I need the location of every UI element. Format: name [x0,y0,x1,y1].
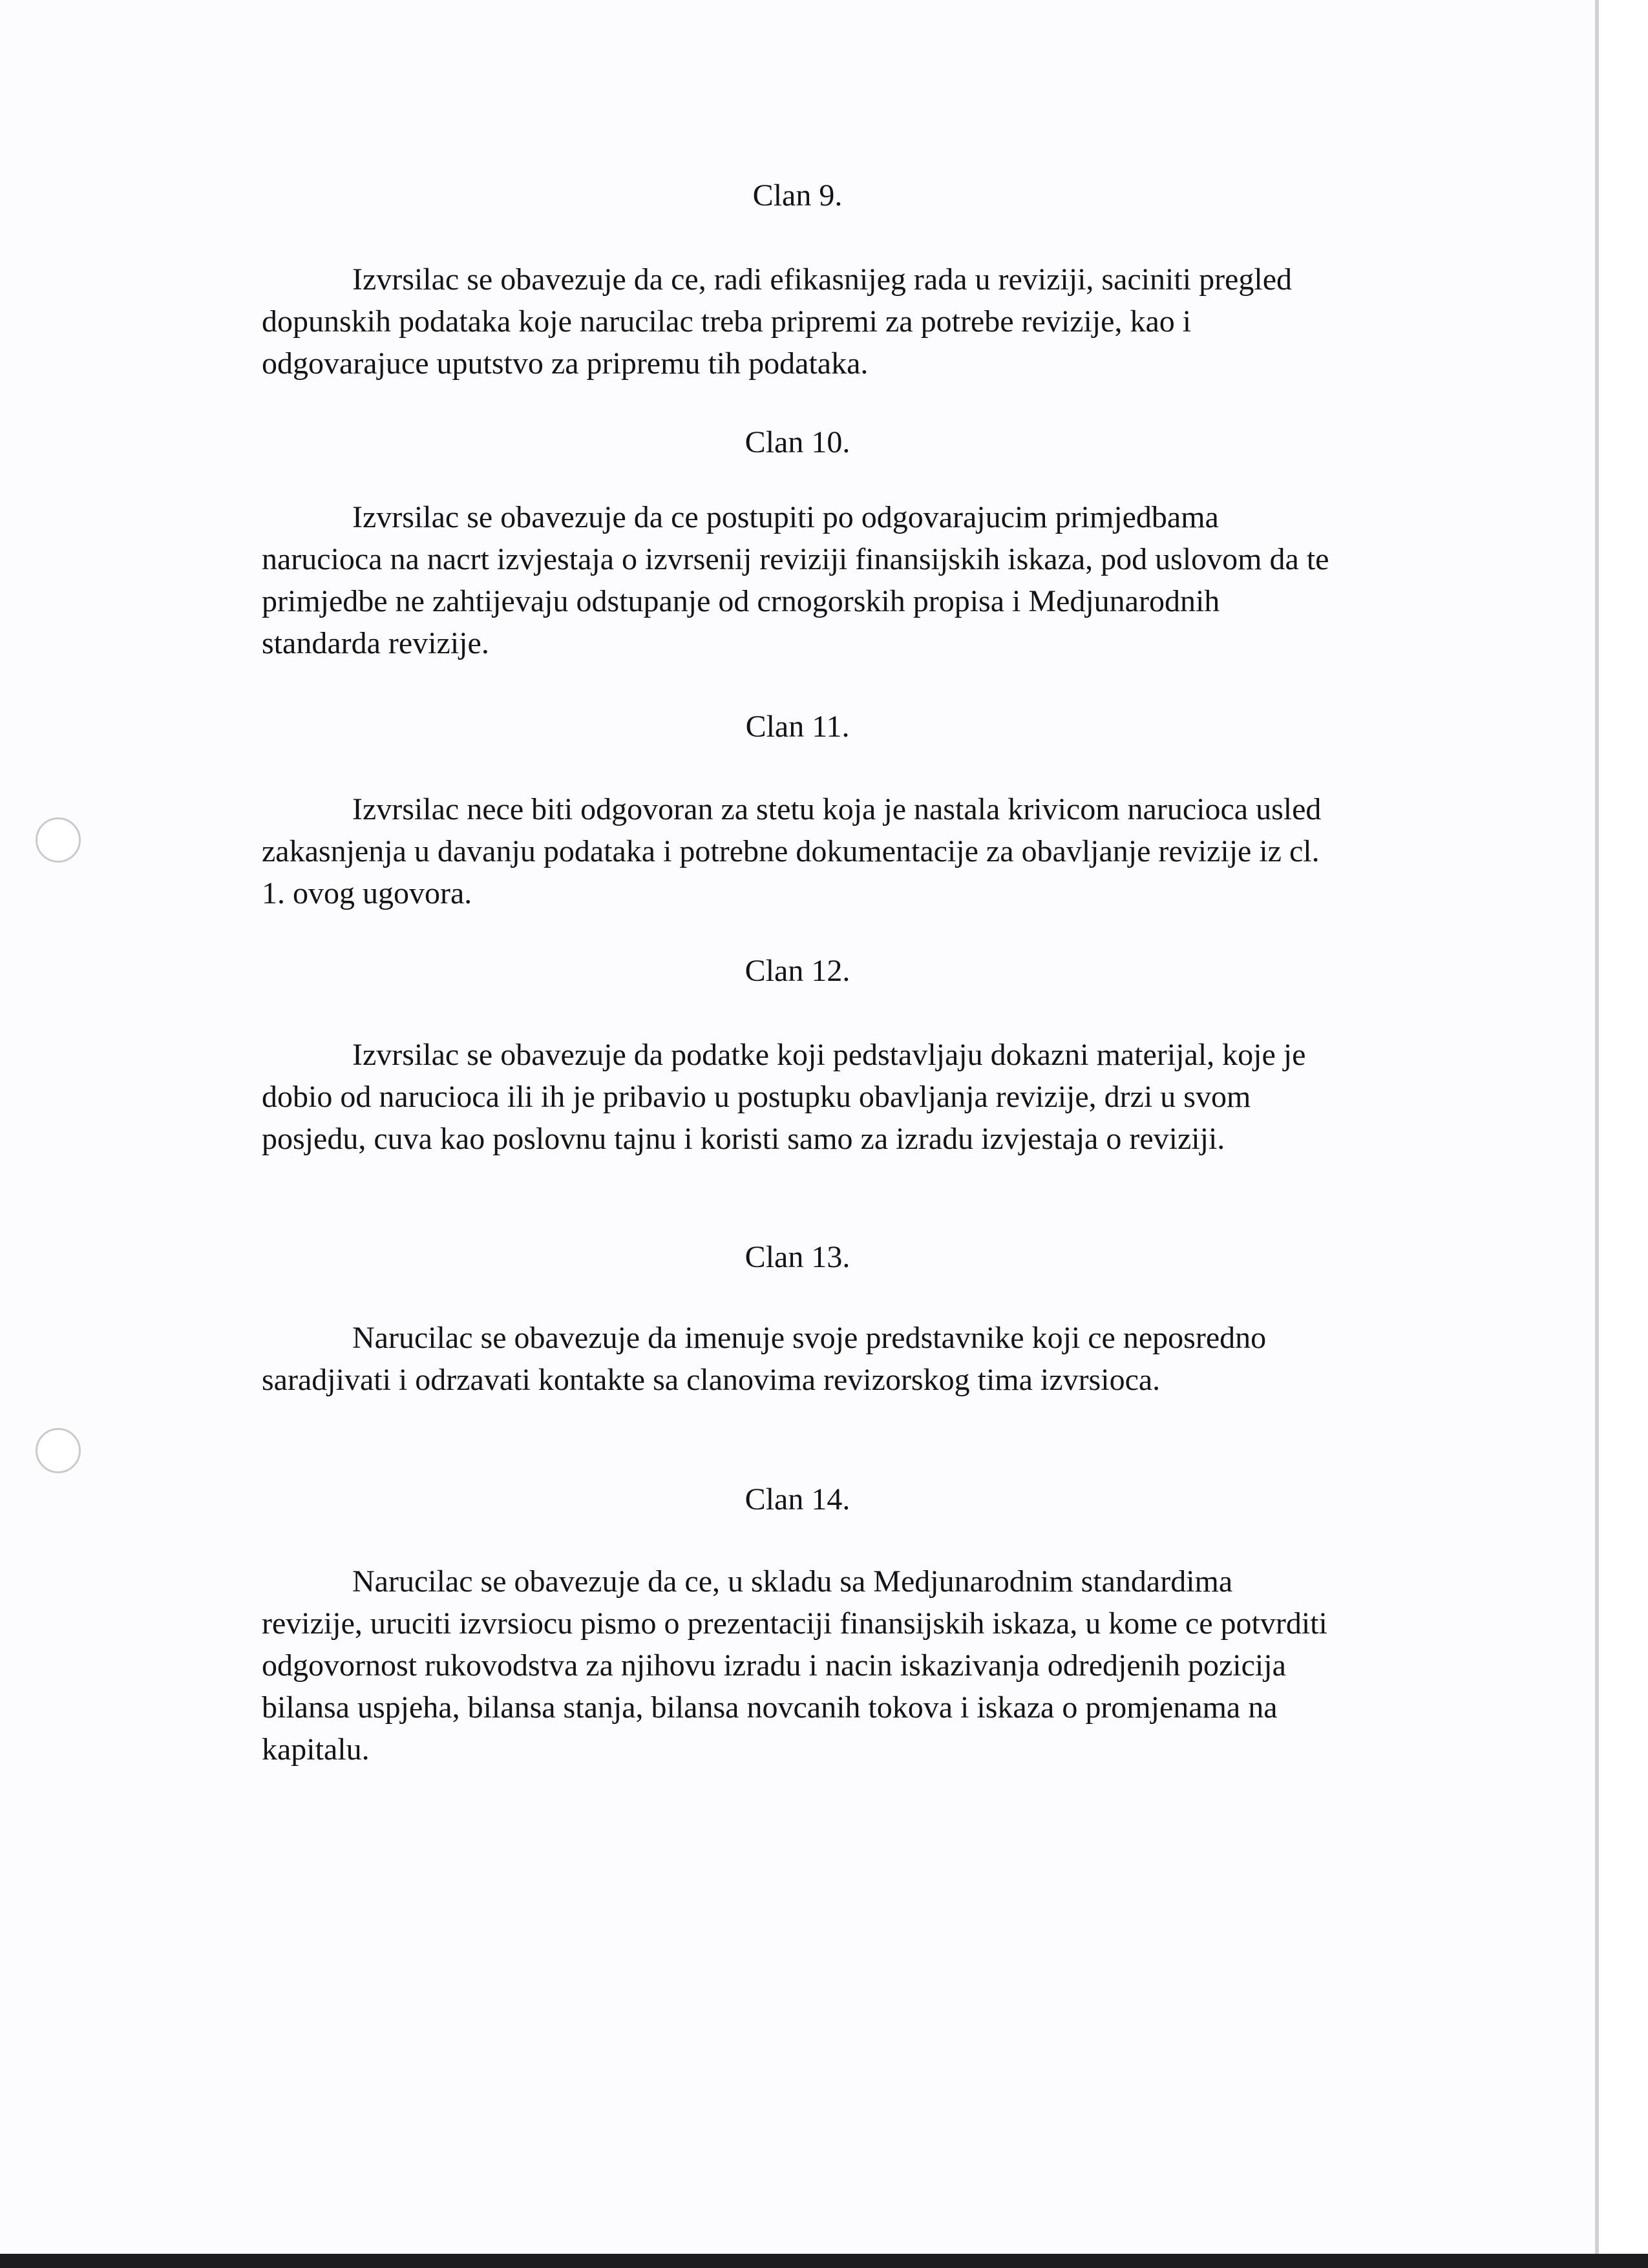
article-13-heading: Clan 13. [745,1240,850,1274]
article-11-text: Izvrsilac nece biti odgovoran za stetu koja je nastala krivicom narucioca usled zakasnjenja u davanju podataka i potrebne dokumentacije za obavljanje revizije iz cl. 1. ovog ugovora. [262,792,1322,910]
article-9-text: Izvrsilac se obavezuje da ce, radi efikasnijeg rada u reviziji, saciniti pregled dopunskih podataka koje narucilac treba pripremi za potrebe revizije, kao i odgovarajuce uputstvo za pripremu tih podataka. [262,262,1292,381]
punch-hole-lower [36,1428,81,1473]
article-14-text: Narucilac se obavezuje da ce, u skladu sa Medjunarodnim standardima revizije, uruciti izvrsiocu pismo o prezentaciji finansijskih iskaza, u kome ce potvrditi odgovornost rukovodstva za njihovu izradu i nacin iskazivanja odredjenih pozicija bilansa uspjeha, bilansa stanja, bilansa novcanih tokova i iskaza o promjenama na kapitalu. [262,1564,1327,1767]
article-11-heading: Clan 11. [745,709,850,744]
scanner-bottom-margin [0,2254,1648,2268]
article-10-text: Izvrsilac se obavezuje da ce postupiti po odgovarajucim primjedbama narucioca na nacrt izvjestaja o izvrsenij reviziji finansijskih iskaza, pod uslovom da te primjedbe ne zahtijevaju odstupanje od crnogorskih propisa i Medjunarodnih standarda revizije. [262,500,1329,660]
punch-hole-upper [36,817,81,863]
article-12-heading: Clan 12. [745,954,850,988]
article-13-text: Narucilac se obavezuje da imenuje svoje predstavnike koji ce neposredno saradjivati i odrzavati kontakte sa clanovima revizorskog tima izvrsioca. [262,1321,1267,1397]
article-14-heading: Clan 14. [745,1482,850,1517]
article-12-text: Izvrsilac se obavezuje da podatke koji pedstavljaju dokazni materijal, koje je dobio od narucioca ili ih je pribavio u postupku obavljanja revizije, drzi u svom posjedu, cuva kao poslovnu tajnu i koristi samo za izradu izvjestaja o reviziji. [262,1038,1306,1156]
article-9-heading: Clan 9. [752,178,843,213]
scanner-right-margin [1595,0,1648,2268]
article-10-heading: Clan 10. [745,425,850,459]
